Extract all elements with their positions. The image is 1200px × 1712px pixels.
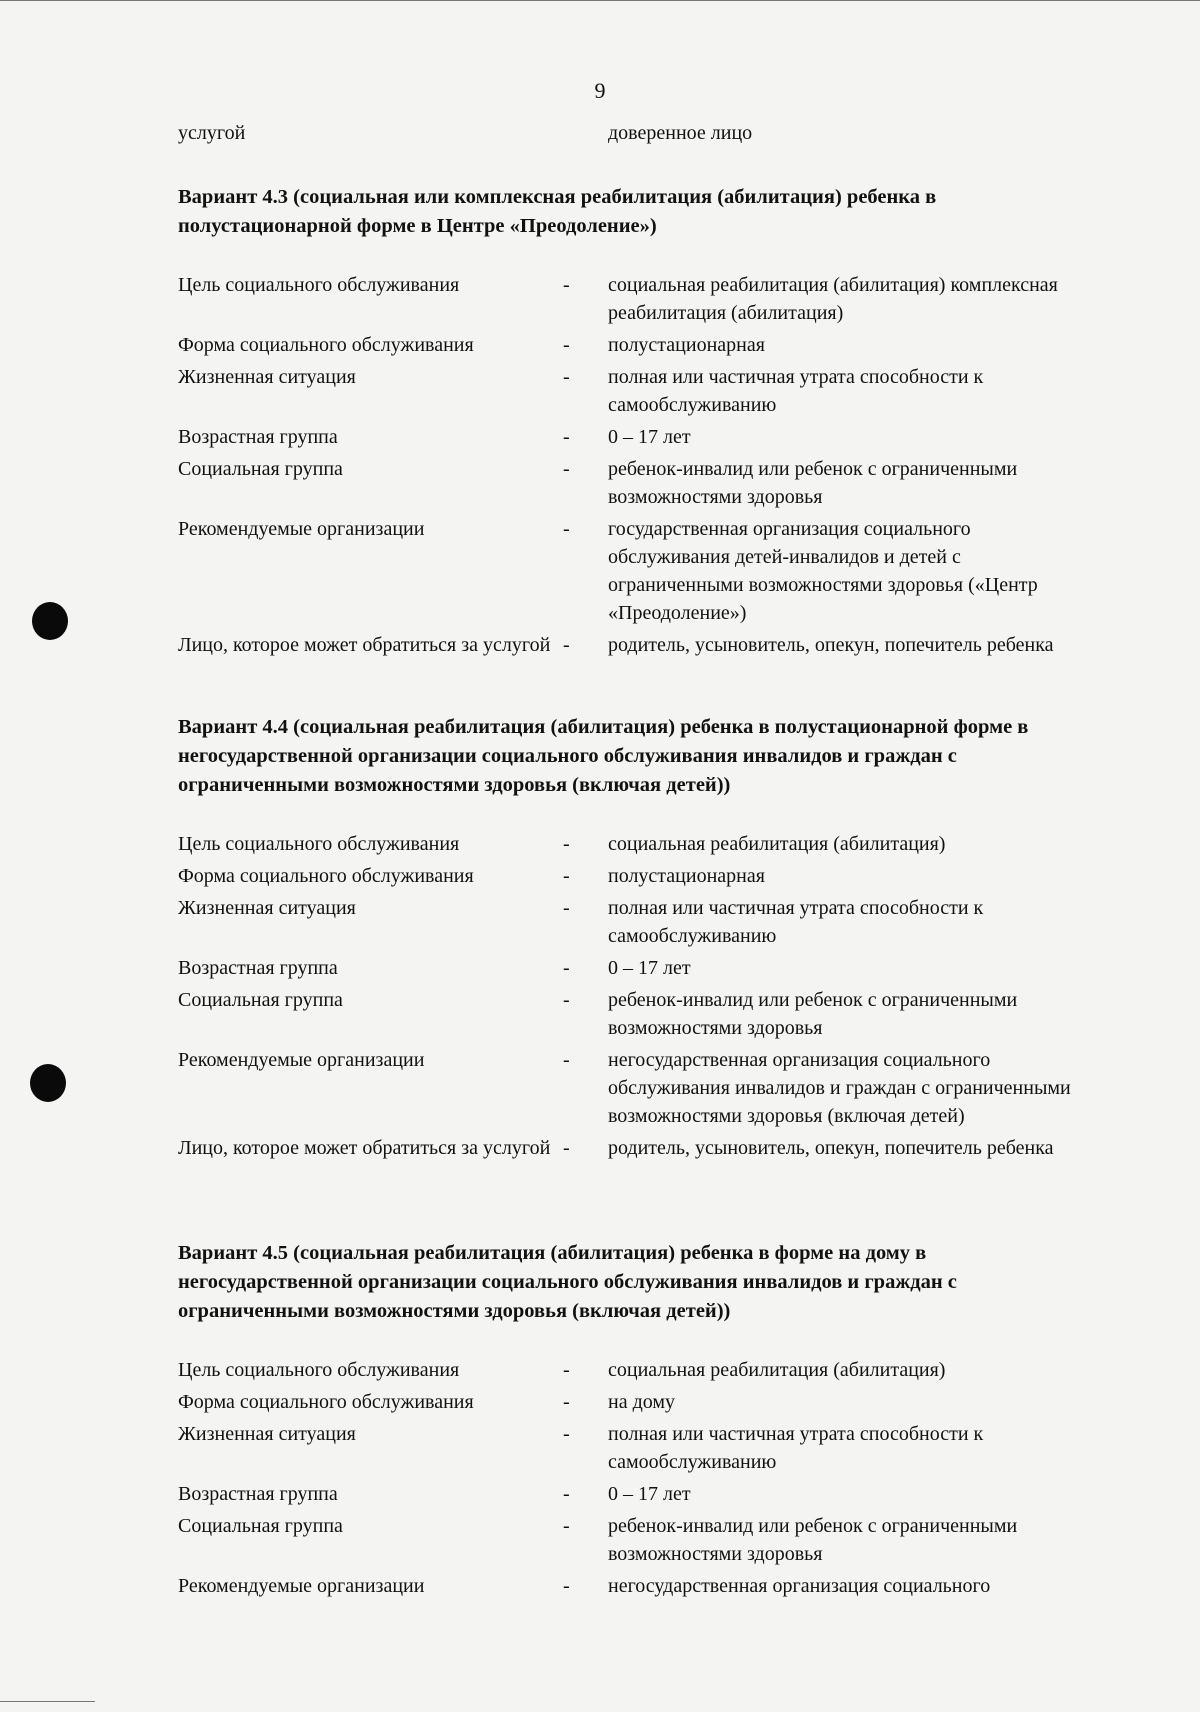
row-dash: - [563,274,570,296]
row-value: государственная организация социального обслуживания детей-инвалидов и детей с ограниченными возможностями здоровья («Центр «Преодоление») [608,518,1038,624]
variant-heading: Вариант 4.4 (социальная реабилитация (абилитация) ребенка в полустационарной форме в негосударственной организации социального обслуживания инвалидов и граждан с ограниченными возможностями здоровья (включая детей)) [178,716,1029,796]
punch-hole-bottom [30,1064,66,1102]
row-dash: - [563,1515,570,1537]
table-row [178,1046,1098,1130]
variant-section [178,183,1098,663]
continued-row-value: доверенное лицо [608,122,753,144]
row-value: полустационарная [608,865,765,887]
row-dash: - [563,334,570,356]
table-row [178,455,1098,511]
row-dash: - [563,957,570,979]
row-dash: - [563,1359,570,1381]
row-value: полустационарная [608,334,765,356]
row-value: полная или частичная утрата способности к самообслуживанию [608,897,984,947]
row-value: на дому [608,1391,676,1413]
row-value: ребенок-инвалид или ребенок с ограниченными возможностями здоровья [608,458,1018,508]
row-dash: - [563,833,570,855]
row-label: Цель социального обслуживания [178,833,460,855]
row-label: Жизненная ситуация [178,897,356,919]
row-dash: - [563,989,570,1011]
row-value: социальная реабилитация (абилитация) [608,833,946,855]
variant-heading: Вариант 4.3 (социальная или комплексная реабилитация (абилитация) ребенка в полустационарной форме в Центре «Преодоление») [178,186,937,237]
table-row [178,631,1098,659]
table-row [178,331,1098,359]
variant-rows [178,1356,1098,1600]
table-row [178,1356,1098,1384]
table-row [178,862,1098,890]
row-dash: - [563,1049,570,1071]
continued-row-label: услугой [178,122,246,144]
row-value: 0 – 17 лет [608,1483,691,1505]
row-dash: - [563,366,570,388]
row-value: полная или частичная утрата способности к самообслуживанию [608,366,984,416]
row-label: Социальная группа [178,989,343,1011]
row-dash: - [563,1575,570,1597]
row-dash: - [563,1137,570,1159]
table-row [178,363,1098,419]
row-value: полная или частичная утрата способности к самообслуживанию [608,1423,984,1473]
row-dash: - [563,426,570,448]
row-value: 0 – 17 лет [608,426,691,448]
row-label: Возрастная группа [178,1483,338,1505]
table-row [178,1572,1098,1600]
table-row [178,830,1098,858]
table-row [178,423,1098,451]
punch-hole-top [32,602,68,640]
row-label: Рекомендуемые организации [178,1575,425,1597]
row-label: Цель социального обслуживания [178,274,460,296]
table-row [178,1480,1098,1508]
table-row [178,894,1098,950]
row-label: Социальная группа [178,458,343,480]
row-label: Лицо, которое может обратиться за услугой [178,634,551,656]
table-row [178,1134,1098,1162]
variant-heading: Вариант 4.5 (социальная реабилитация (абилитация) ребенка в форме на дому в негосударственной организации социального обслуживания инвалидов и граждан с ограниченными возможностями здоровья (включая детей)) [178,1242,957,1322]
row-label: Возрастная группа [178,426,338,448]
variant-section [178,713,1098,1166]
row-value: социальная реабилитация (абилитация) [608,1359,946,1381]
row-value: ребенок-инвалид или ребенок с ограниченными возможностями здоровья [608,1515,1018,1565]
row-value: негосударственная организация социального обслуживания инвалидов и граждан с ограниченными возможностями здоровья (включая детей) [608,1049,1071,1127]
row-dash: - [563,897,570,919]
row-value: ребенок-инвалид или ребенок с ограниченными возможностями здоровья [608,989,1018,1039]
bottom-edge-line [0,1701,95,1702]
row-label: Жизненная ситуация [178,366,356,388]
row-label: Лицо, которое может обратиться за услугой [178,1137,551,1159]
page-number: 9 [594,78,606,103]
row-label: Форма социального обслуживания [178,1391,474,1413]
table-row [178,986,1098,1042]
row-label: Возрастная группа [178,957,338,979]
variant-rows [178,271,1098,659]
row-dash: - [563,1423,570,1445]
variant-section [178,1239,1098,1604]
row-value: родитель, усыновитель, опекун, попечитель ребенка [608,1137,1054,1159]
table-row [178,1388,1098,1416]
row-label: Социальная группа [178,1515,343,1537]
row-label: Цель социального обслуживания [178,1359,460,1381]
table-row [178,515,1098,627]
row-label: Форма социального обслуживания [178,334,474,356]
top-edge-line [0,0,1200,1]
continued-row [0,122,1200,148]
row-dash: - [563,634,570,656]
row-value: родитель, усыновитель, опекун, попечитель ребенка [608,634,1054,656]
row-dash: - [563,1483,570,1505]
table-row [178,954,1098,982]
row-dash: - [563,518,570,540]
row-dash: - [563,1391,570,1413]
row-value: 0 – 17 лет [608,957,691,979]
row-dash: - [563,458,570,480]
row-dash: - [563,865,570,887]
table-row [178,1512,1098,1568]
table-row [178,1420,1098,1476]
row-label: Рекомендуемые организации [178,1049,425,1071]
table-row [178,271,1098,327]
row-label: Жизненная ситуация [178,1423,356,1445]
row-value: социальная реабилитация (абилитация) комплексная реабилитация (абилитация) [608,274,1058,324]
row-value: негосударственная организация социального [608,1575,991,1597]
row-label: Рекомендуемые организации [178,518,425,540]
row-label: Форма социального обслуживания [178,865,474,887]
variant-rows [178,830,1098,1162]
